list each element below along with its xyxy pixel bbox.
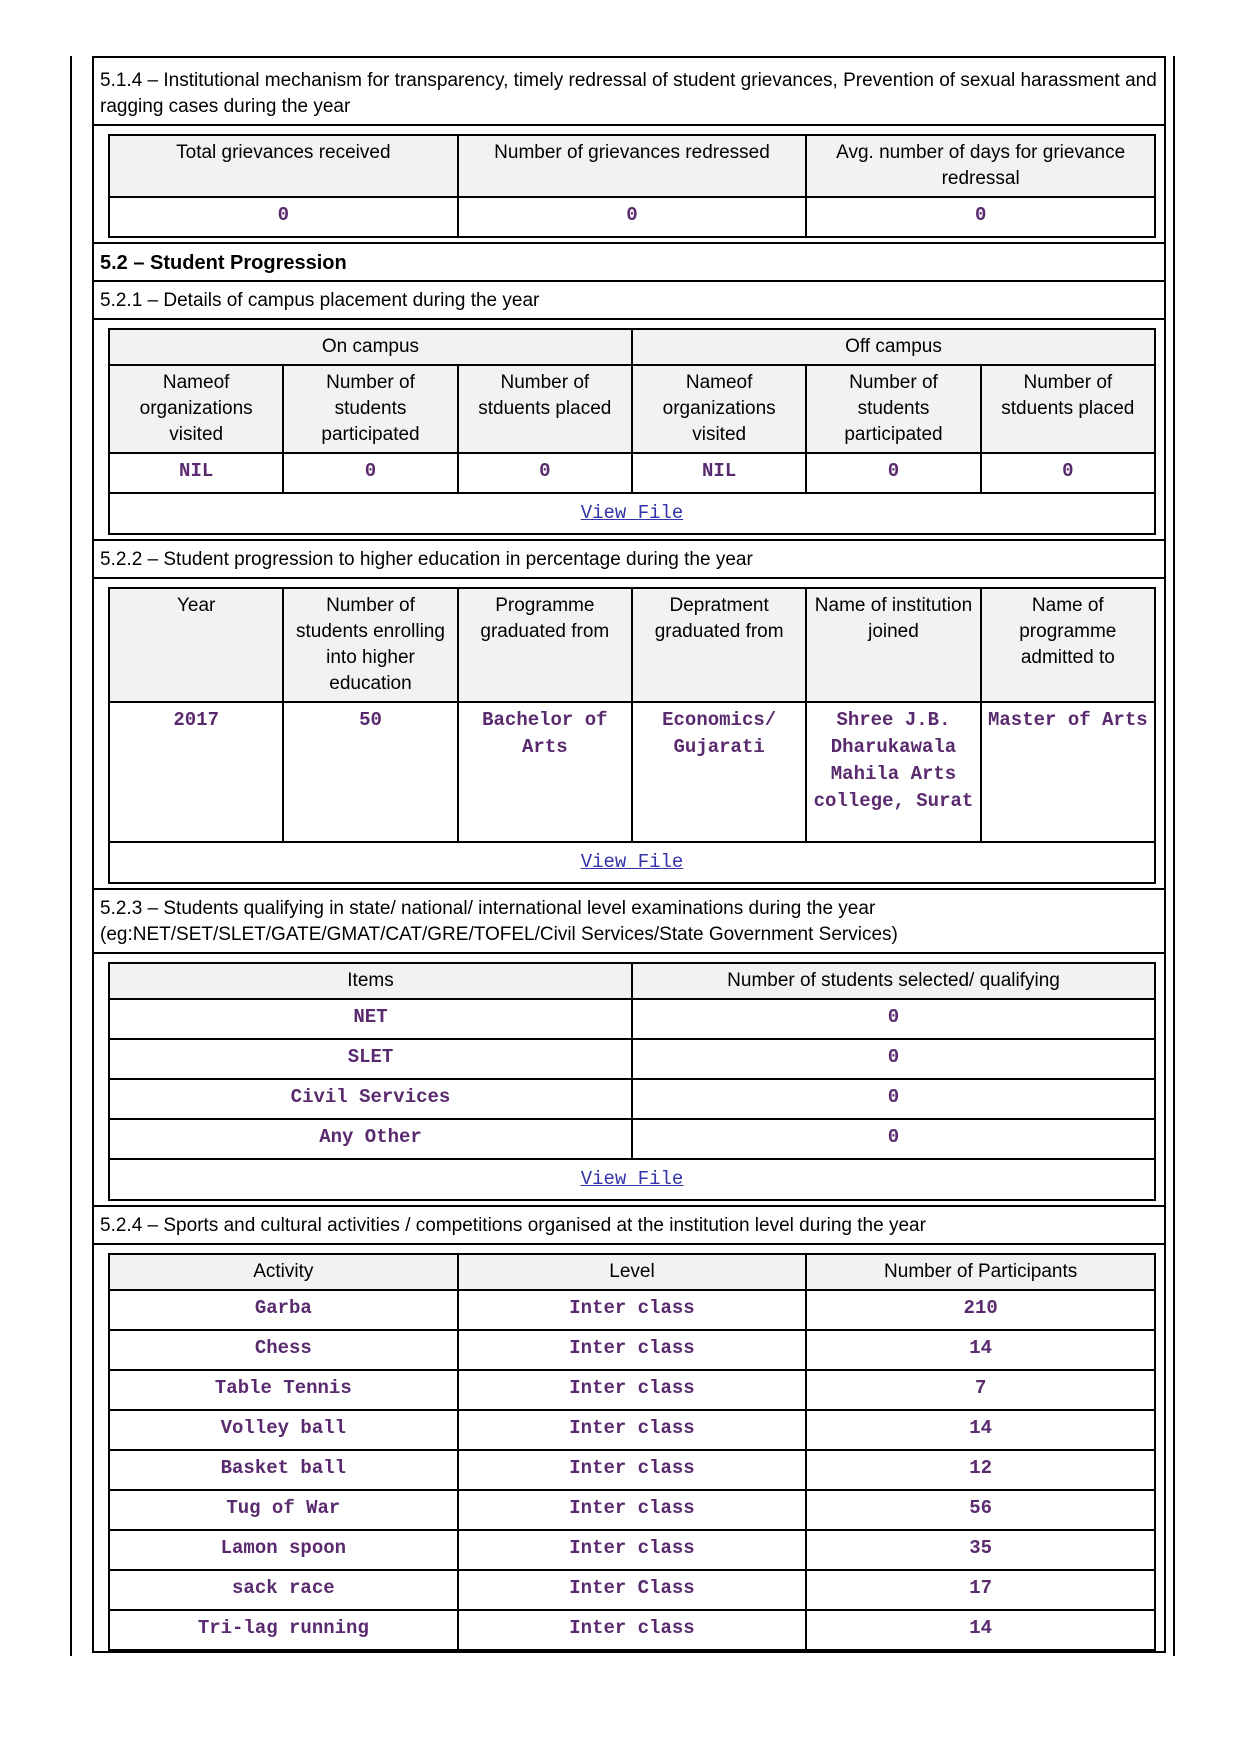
section-5-2-3-table-wrap bbox=[92, 954, 1166, 1207]
col-header: Number of students enrolling into higher education bbox=[283, 588, 457, 702]
col-header: Nameof organizations visited bbox=[109, 365, 283, 453]
participants-cell: 35 bbox=[806, 1530, 1155, 1570]
level-cell: Inter class bbox=[458, 1490, 807, 1530]
col-header: Items bbox=[109, 963, 632, 999]
item-cell: SLET bbox=[109, 1039, 632, 1079]
participants-cell: 14 bbox=[806, 1610, 1155, 1650]
cell-value: 0 bbox=[109, 197, 458, 237]
participants-cell: 210 bbox=[806, 1290, 1155, 1330]
participants-cell: 14 bbox=[806, 1330, 1155, 1370]
col-header: Number of stduents placed bbox=[981, 365, 1155, 453]
table-row bbox=[109, 1119, 1155, 1159]
cell-value: 0 bbox=[981, 453, 1155, 493]
participants-cell: 12 bbox=[806, 1450, 1155, 1490]
table-row bbox=[109, 999, 1155, 1039]
section-5-2-1-title: 5.2.1 – Details of campus placement during the year bbox=[92, 282, 1166, 320]
section-5-1-4-table-wrap bbox=[92, 126, 1166, 244]
table-row bbox=[109, 1330, 1155, 1370]
page-right-rule bbox=[1173, 56, 1175, 1656]
participants-cell: 14 bbox=[806, 1410, 1155, 1450]
col-header: Number of students participated bbox=[283, 365, 457, 453]
level-cell: Inter class bbox=[458, 1610, 807, 1650]
section-5-2-4-table-wrap bbox=[92, 1245, 1166, 1653]
level-cell: Inter class bbox=[458, 1330, 807, 1370]
cell-value: 0 bbox=[806, 197, 1155, 237]
col-header: Avg. number of days for grievance redressal bbox=[806, 135, 1155, 197]
report-frame bbox=[92, 56, 1166, 1653]
col-header: Nameof organizations visited bbox=[632, 365, 806, 453]
level-cell: Inter class bbox=[458, 1450, 807, 1490]
participants-cell: 56 bbox=[806, 1490, 1155, 1530]
cell-value: Master of Arts bbox=[981, 702, 1155, 842]
col-header: Number of grievances redressed bbox=[458, 135, 807, 197]
cell-value: NIL bbox=[109, 453, 283, 493]
table-row bbox=[109, 1490, 1155, 1530]
col-header: Number of students participated bbox=[806, 365, 980, 453]
col-header: Number of Participants bbox=[806, 1254, 1155, 1290]
table-row bbox=[109, 1570, 1155, 1610]
col-header: Name of institution joined bbox=[806, 588, 980, 702]
table-row bbox=[109, 1530, 1155, 1570]
col-header: Programme graduated from bbox=[458, 588, 632, 702]
table-row bbox=[109, 1450, 1155, 1490]
view-file-link[interactable]: View File bbox=[580, 502, 684, 524]
level-cell: Inter class bbox=[458, 1410, 807, 1450]
col-header: Number of students selected/ qualifying bbox=[632, 963, 1155, 999]
section-5-2-1-table-wrap bbox=[92, 320, 1166, 541]
participants-cell: 17 bbox=[806, 1570, 1155, 1610]
section-5-2-2-table-wrap bbox=[92, 579, 1166, 890]
cell-value: 2017 bbox=[109, 702, 283, 842]
placement-table bbox=[108, 328, 1156, 535]
table-row bbox=[109, 1079, 1155, 1119]
level-cell: Inter class bbox=[458, 1370, 807, 1410]
cell-value: 50 bbox=[283, 702, 457, 842]
view-file-link[interactable]: View File bbox=[580, 851, 684, 873]
table-row bbox=[109, 1410, 1155, 1450]
col-header: Depratment graduated from bbox=[632, 588, 806, 702]
view-file-cell bbox=[109, 1159, 1155, 1200]
activity-cell: Volley ball bbox=[109, 1410, 458, 1450]
activity-cell: sack race bbox=[109, 1570, 458, 1610]
count-cell: 0 bbox=[632, 999, 1155, 1039]
grievance-table bbox=[108, 134, 1156, 238]
section-5-1-4-title: 5.1.4 – Institutional mechanism for transparency, timely redressal of student grievances, Prevention of sexual harassment and ragging cases during the year bbox=[92, 56, 1166, 126]
activity-cell: Chess bbox=[109, 1330, 458, 1370]
activity-cell: Tug of War bbox=[109, 1490, 458, 1530]
view-file-link[interactable]: View File bbox=[580, 1168, 684, 1190]
higher-education-table bbox=[108, 587, 1156, 884]
cell-value: Bachelor of Arts bbox=[458, 702, 632, 842]
activity-cell: Tri-lag running bbox=[109, 1610, 458, 1650]
cell-value: 0 bbox=[283, 453, 457, 493]
view-file-cell bbox=[109, 493, 1155, 534]
activity-cell: Table Tennis bbox=[109, 1370, 458, 1410]
activity-cell: Lamon spoon bbox=[109, 1530, 458, 1570]
col-header: Year bbox=[109, 588, 283, 702]
page-left-rule bbox=[70, 56, 72, 1656]
cell-value: 0 bbox=[806, 453, 980, 493]
section-5-2-title: 5.2 – Student Progression bbox=[92, 244, 1166, 282]
item-cell: NET bbox=[109, 999, 632, 1039]
col-header: Number of stduents placed bbox=[458, 365, 632, 453]
participants-cell: 7 bbox=[806, 1370, 1155, 1410]
item-cell: Civil Services bbox=[109, 1079, 632, 1119]
level-cell: Inter Class bbox=[458, 1570, 807, 1610]
activity-cell: Basket ball bbox=[109, 1450, 458, 1490]
level-cell: Inter class bbox=[458, 1530, 807, 1570]
count-cell: 0 bbox=[632, 1119, 1155, 1159]
section-5-2-4-title: 5.2.4 – Sports and cultural activities / competitions organised at the institution level during the year bbox=[92, 1207, 1166, 1245]
count-cell: 0 bbox=[632, 1079, 1155, 1119]
col-header: Activity bbox=[109, 1254, 458, 1290]
exam-qualifying-table bbox=[108, 962, 1156, 1201]
section-5-2-3-title: 5.2.3 – Students qualifying in state/ national/ international level examinations during the year (eg:NET/SET/SLET/GATE/GMAT/CAT/GRE/TOFEL/Civil Services/State Government Services) bbox=[92, 890, 1166, 954]
cell-value: 0 bbox=[458, 453, 632, 493]
cell-value: 0 bbox=[458, 197, 807, 237]
on-campus-header: On campus bbox=[109, 329, 632, 365]
table-row bbox=[109, 1290, 1155, 1330]
view-file-cell bbox=[109, 842, 1155, 883]
section-5-2-2-title: 5.2.2 – Student progression to higher education in percentage during the year bbox=[92, 541, 1166, 579]
col-header: Name of programme admitted to bbox=[981, 588, 1155, 702]
cell-value: Economics/ Gujarati bbox=[632, 702, 806, 842]
cell-value: NIL bbox=[632, 453, 806, 493]
item-cell: Any Other bbox=[109, 1119, 632, 1159]
col-header: Level bbox=[458, 1254, 807, 1290]
activity-cell: Garba bbox=[109, 1290, 458, 1330]
count-cell: 0 bbox=[632, 1039, 1155, 1079]
col-header: Total grievances received bbox=[109, 135, 458, 197]
sports-activities-table bbox=[108, 1253, 1156, 1651]
table-row bbox=[109, 1370, 1155, 1410]
level-cell: Inter class bbox=[458, 1290, 807, 1330]
cell-value: Shree J.B. Dharukawala Mahila Arts college, Surat bbox=[806, 702, 980, 842]
off-campus-header: Off campus bbox=[632, 329, 1155, 365]
table-row bbox=[109, 1039, 1155, 1079]
table-row bbox=[109, 1610, 1155, 1650]
